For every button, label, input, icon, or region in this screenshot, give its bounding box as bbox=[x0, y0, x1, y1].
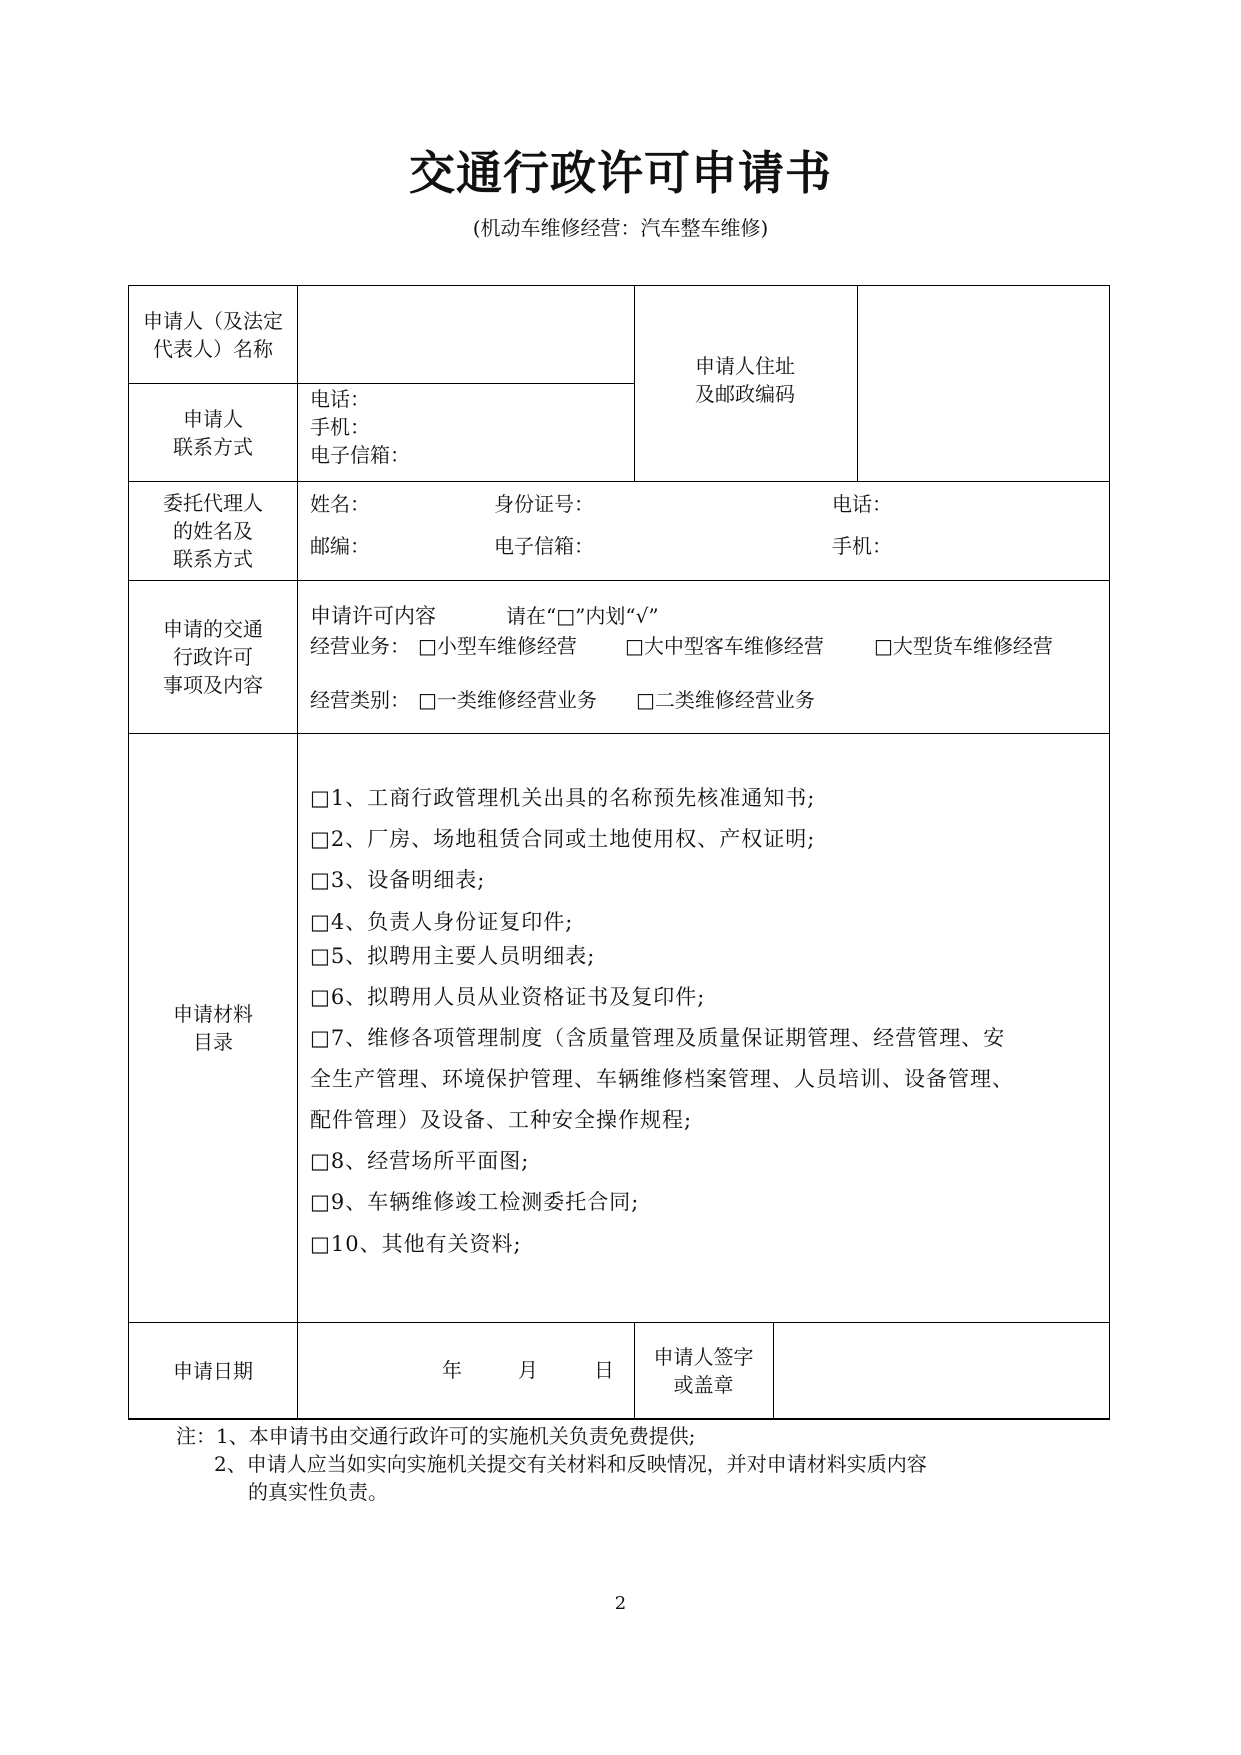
applicant-address-label: 申请人住址 及邮政编码 bbox=[695, 354, 795, 406]
material-item-7-cont-1: 全生产管理、环境保护管理、车辆维修档案管理、人员培训、设备管理、 bbox=[310, 1067, 1014, 1091]
material-item-7[interactable]: □7、维修各项管理制度（含质量管理及质量保证期管理、经营管理、安 bbox=[310, 1026, 1006, 1050]
note-2-cont: 的真实性负责。 bbox=[248, 1480, 388, 1504]
agent-email[interactable]: 电子信箱： bbox=[494, 534, 594, 558]
category-label: 经营类别： bbox=[310, 688, 410, 712]
agent-id-number[interactable]: 身份证号： bbox=[494, 492, 594, 516]
material-item-4[interactable]: □4、负责人身份证复印件; bbox=[310, 910, 574, 934]
date-day[interactable]: 日 bbox=[594, 1358, 614, 1382]
note-2: 2、申请人应当如实向实施机关提交有关材料和反映情况，并对申请材料实质内容 bbox=[214, 1452, 927, 1476]
date-month[interactable]: 月 bbox=[518, 1358, 538, 1382]
applicant-contact-label: 申请人 联系方式 bbox=[173, 407, 253, 459]
material-item-5[interactable]: □5、拟聘用主要人员明细表; bbox=[310, 944, 596, 968]
date-year[interactable]: 年 bbox=[442, 1358, 462, 1382]
material-item-10[interactable]: □10、其他有关资料; bbox=[310, 1232, 522, 1256]
business-option-small-vehicle[interactable]: □小型车维修经营 bbox=[418, 634, 577, 658]
business-option-bus[interactable]: □大中型客车维修经营 bbox=[625, 634, 824, 658]
business-label: 经营业务： bbox=[310, 634, 410, 658]
material-item-3[interactable]: □3、设备明细表; bbox=[310, 868, 486, 892]
date-label: 申请日期 bbox=[173, 1359, 253, 1383]
applicant-address-field[interactable] bbox=[860, 288, 1106, 480]
materials-label: 申请材料 目录 bbox=[173, 1002, 253, 1054]
page-title: 交通行政许可申请书 bbox=[409, 146, 832, 200]
agent-name[interactable]: 姓名： bbox=[310, 492, 370, 516]
applicant-name-field[interactable] bbox=[300, 288, 630, 382]
signature-label: 申请人签字 或盖章 bbox=[653, 1345, 754, 1397]
contact-phone[interactable]: 电话： bbox=[310, 387, 370, 411]
category-option-class2[interactable]: □二类维修经营业务 bbox=[636, 688, 815, 712]
page-subtitle: (机动车维修经营：汽车整车维修) bbox=[472, 216, 769, 240]
contact-mobile[interactable]: 手机： bbox=[310, 415, 370, 439]
signature-field[interactable] bbox=[776, 1325, 1106, 1417]
contact-email[interactable]: 电子信箱： bbox=[310, 443, 410, 467]
agent-phone[interactable]: 电话： bbox=[832, 492, 892, 516]
permit-heading: 申请许可内容 bbox=[310, 604, 436, 628]
note-1: 注：1、本申请书由交通行政许可的实施机关负责免费提供; bbox=[176, 1424, 696, 1448]
material-item-8[interactable]: □8、经营场所平面图; bbox=[310, 1149, 530, 1173]
permit-instruction: 请在“□”内划“√” bbox=[506, 604, 659, 628]
agent-mobile[interactable]: 手机： bbox=[832, 534, 892, 558]
material-item-9[interactable]: □9、车辆维修竣工检测委托合同; bbox=[310, 1190, 640, 1214]
business-option-truck[interactable]: □大型货车维修经营 bbox=[874, 634, 1053, 658]
material-item-7-cont-2: 配件管理）及设备、工种安全操作规程; bbox=[310, 1108, 693, 1132]
material-item-2[interactable]: □2、厂房、场地租赁合同或土地使用权、产权证明; bbox=[310, 827, 816, 851]
material-item-1[interactable]: □1、工商行政管理机关出具的名称预先核准通知书; bbox=[310, 786, 816, 810]
matters-label: 申请的交通 行政许可 事项及内容 bbox=[163, 617, 263, 697]
applicant-name-label: 申请人（及法定代表人）名称 bbox=[143, 309, 283, 361]
material-item-6[interactable]: □6、拟聘用人员从业资格证书及复印件; bbox=[310, 985, 706, 1009]
agent-label: 委托代理人 的姓名及 联系方式 bbox=[163, 491, 263, 571]
page-number: 2 bbox=[614, 1593, 627, 1614]
category-option-class1[interactable]: □一类维修经营业务 bbox=[418, 688, 597, 712]
agent-postcode[interactable]: 邮编： bbox=[310, 534, 370, 558]
